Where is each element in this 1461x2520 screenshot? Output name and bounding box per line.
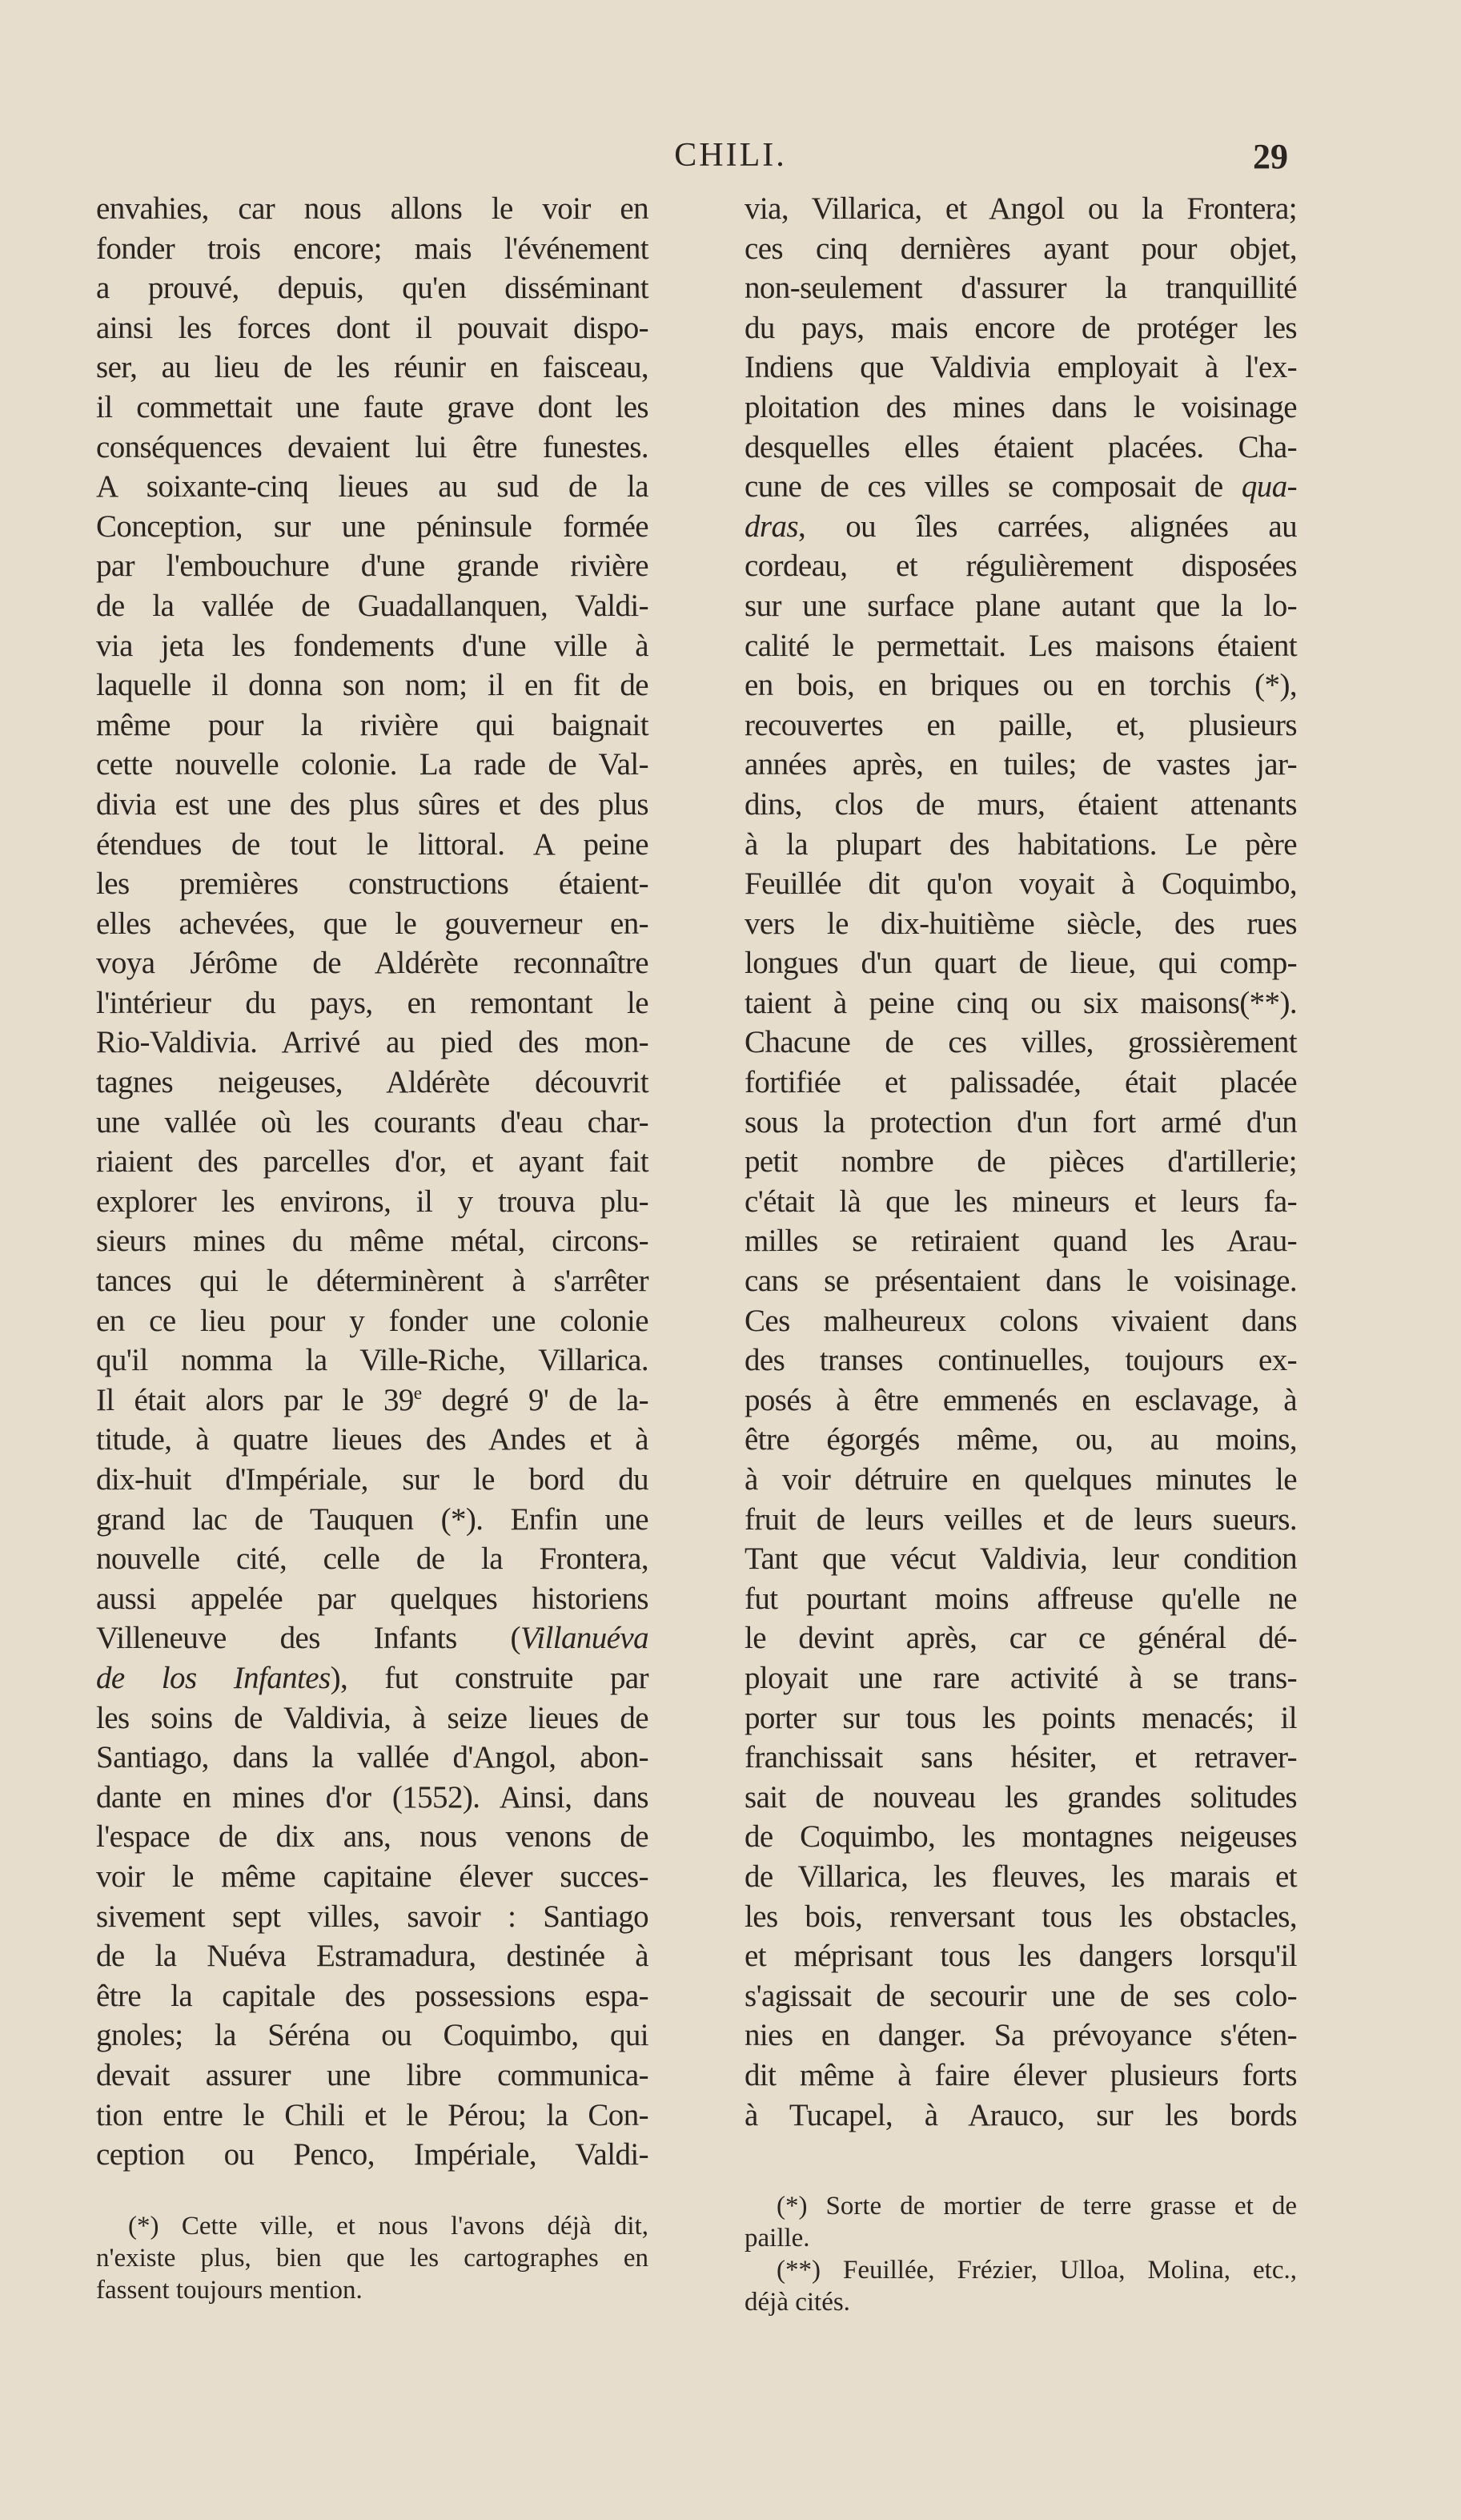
- text-line: milles se retiraient quand les Arau-: [745, 1224, 1297, 1259]
- text-line: c'était là que les mineurs et leurs fa-: [745, 1184, 1297, 1219]
- text-line: sait de nouveau les grandes solitudes: [745, 1779, 1297, 1815]
- text-line: de Villarica, les fleuves, les marais et: [745, 1859, 1297, 1894]
- running-header-title: CHILI.: [674, 137, 787, 174]
- text-line: porter sur tous les points menacés; il: [745, 1700, 1297, 1735]
- footnote-line: (*) Sorte de mortier de terre grasse et de: [777, 2192, 1297, 2221]
- text-line: explorer les environs, il y trouva plu-: [96, 1184, 648, 1219]
- right-footnotes: [745, 2190, 1297, 2318]
- text-line: posés à être emmenés en esclavage, à: [745, 1382, 1297, 1417]
- text-line: non-seulement d'assurer la tranquillité: [745, 271, 1297, 306]
- footnote-line: n'existe plus, bien que les cartographes en: [96, 2244, 648, 2273]
- text-line: voya Jérôme de Aldérète reconnaître: [96, 946, 648, 981]
- text-line: dit même à faire élever plusieurs forts: [745, 2057, 1297, 2092]
- italic-text: Villanuéva: [520, 1621, 648, 1656]
- text-line: Santiago, dans la vallée d'Angol, abon-: [96, 1740, 648, 1775]
- text-line: ainsi les forces dont il pouvait dispo-: [96, 310, 648, 345]
- text-line: envahies, car nous allons le voir en: [96, 191, 648, 226]
- text-segment: Il était alors par le 39: [96, 1382, 414, 1417]
- text-line: titude, à quatre lieues des Andes et à: [96, 1422, 648, 1457]
- text-line: [745, 467, 1297, 507]
- left-text-column: [96, 189, 648, 2175]
- text-line: à voir détruire en quelques minutes le: [745, 1462, 1297, 1497]
- text-line: Conception, sur une péninsule formée: [96, 508, 648, 544]
- text-line: conséquences devaient lui être funestes.: [96, 429, 648, 464]
- text-line: être égorgés même, ou, au moins,: [745, 1422, 1297, 1457]
- text-segment: Villeneuve des Infants (: [96, 1621, 520, 1656]
- text-line: Indiens que Valdivia employait à l'ex-: [745, 350, 1297, 385]
- text-segment: , ou îles carrées, alignées au: [797, 508, 1297, 544]
- text-line: à la plupart des habitations. Le père: [745, 826, 1297, 862]
- text-line: ployait une rare activité à se trans-: [745, 1660, 1297, 1695]
- text-line: l'intérieur du pays, en remontant le: [96, 985, 648, 1020]
- footnote-line: paille.: [745, 2224, 810, 2253]
- text-line: de Coquimbo, les montagnes neigeuses: [745, 1819, 1297, 1855]
- right-text-column: [745, 189, 1297, 2135]
- text-line: ser, au lieu de les réunir en faisceau,: [96, 350, 648, 385]
- text-line: années après, en tuiles; de vastes jar-: [745, 747, 1297, 782]
- text-line: l'espace de dix ans, nous venons de: [96, 1819, 648, 1855]
- text-line: voir le même capitaine élever succes-: [96, 1859, 648, 1894]
- text-line: calité le permettait. Les maisons étaient: [745, 628, 1297, 663]
- text-line: ces cinq dernières ayant pour objet,: [745, 231, 1297, 266]
- text-line: elles achevées, que le gouverneur en-: [96, 906, 648, 941]
- text-line: tagnes neigeuses, Aldérète découvrit: [96, 1065, 648, 1100]
- text-segment: cune de ces villes se composait de: [745, 469, 1242, 504]
- italic-text: qua-: [1241, 469, 1297, 504]
- text-line: via jeta les fondements d'une ville à: [96, 628, 648, 663]
- text-line: s'agissait de secourir une de ses colo-: [745, 1978, 1297, 2013]
- text-line: en bois, en briques ou en torchis (*),: [745, 668, 1297, 703]
- text-line: via, Villarica, et Angol ou la Frontera;: [745, 191, 1297, 226]
- text-line: [96, 1658, 648, 1698]
- text-line: [96, 1381, 648, 1421]
- text-line: de la Nuéva Estramadura, destinée à: [96, 1939, 648, 1974]
- text-line: sur une surface plane autant que la lo-: [745, 588, 1297, 623]
- text-line: fonder trois encore; mais l'événement: [96, 231, 648, 266]
- text-line: il commettait une faute grave dont les: [96, 389, 648, 424]
- text-line: ploitation des mines dans le voisinage: [745, 389, 1297, 424]
- text-line: sieurs mines du même métal, circons-: [96, 1224, 648, 1259]
- text-line: tances qui le déterminèrent à s'arrêter: [96, 1264, 648, 1299]
- text-line: du pays, mais encore de protéger les: [745, 310, 1297, 345]
- footnote-line: déjà cités.: [745, 2288, 850, 2317]
- text-line: même pour la rivière qui baignait: [96, 707, 648, 742]
- footnote-line: (**) Feuillée, Frézier, Ulloa, Molina, etc.,: [777, 2256, 1297, 2285]
- text-line: être la capitale des possessions espa-: [96, 1978, 648, 2013]
- text-line: Feuillée dit qu'on voyait à Coquimbo,: [745, 866, 1297, 902]
- text-line: Tant que vécut Valdivia, leur condition: [745, 1541, 1297, 1577]
- left-footnotes: [96, 2210, 648, 2306]
- text-line: qu'il nomma la Ville-Riche, Villarica.: [96, 1343, 648, 1378]
- text-line: vers le dix-huitième siècle, des rues: [745, 906, 1297, 941]
- text-line: à Tucapel, à Arauco, sur les bords: [745, 2097, 1297, 2132]
- text-line: ception ou Penco, Impériale, Valdi-: [96, 2137, 648, 2172]
- text-line: les soins de Valdivia, à seize lieues de: [96, 1700, 648, 1735]
- text-line: Chacune de ces villes, grossièrement: [745, 1025, 1297, 1060]
- italic-text: dras: [745, 508, 798, 544]
- text-line: en ce lieu pour y fonder une colonie: [96, 1303, 648, 1338]
- text-line: les bois, renversant tous les obstacles,: [745, 1899, 1297, 1934]
- text-line: nouvelle cité, celle de la Frontera,: [96, 1541, 648, 1577]
- text-line: laquelle il donna son nom; il en fit de: [96, 668, 648, 703]
- text-line: fut pourtant moins affreuse qu'elle ne: [745, 1581, 1297, 1616]
- text-line: divia est une des plus sûres et des plus: [96, 786, 648, 822]
- text-line: [96, 1618, 648, 1658]
- text-line: A soixante-cinq lieues au sud de la: [96, 469, 648, 504]
- text-line: par l'embouchure d'une grande rivière: [96, 549, 648, 584]
- text-line: cans se présentaient dans le voisinage.: [745, 1264, 1297, 1299]
- text-line: franchissait sans hésiter, et retraver-: [745, 1740, 1297, 1775]
- text-line: tion entre le Chili et le Pérou; la Con-: [96, 2097, 648, 2132]
- text-line: et méprisant tous les dangers lorsqu'il: [745, 1939, 1297, 1974]
- italic-text: de los Infantes: [96, 1660, 331, 1695]
- text-segment: ), fut construite par: [330, 1660, 648, 1695]
- text-line: riaient des parcelles d'or, et ayant fait: [96, 1144, 648, 1180]
- text-line: petit nombre de pièces d'artillerie;: [745, 1144, 1297, 1180]
- text-line: dante en mines d'or (1552). Ainsi, dans: [96, 1779, 648, 1815]
- text-line: le devint après, car ce général dé-: [745, 1621, 1297, 1656]
- superscript: e: [413, 1382, 422, 1404]
- text-line: les premières constructions étaient-: [96, 866, 648, 902]
- text-line: grand lac de Tauquen (*). Enfin une: [96, 1501, 648, 1537]
- text-line: [745, 507, 1297, 547]
- text-line: a prouvé, depuis, qu'en disséminant: [96, 271, 648, 306]
- text-line: une vallée où les courants d'eau char-: [96, 1104, 648, 1139]
- page-number: 29: [1253, 137, 1288, 176]
- text-line: fruit de leurs veilles et de leurs sueurs.: [745, 1501, 1297, 1537]
- text-line: sivement sept villes, savoir : Santiago: [96, 1899, 648, 1934]
- text-line: taient à peine cinq ou six maisons(**).: [745, 985, 1297, 1020]
- text-line: dins, clos de murs, étaient attenants: [745, 786, 1297, 822]
- text-line: cordeau, et régulièrement disposées: [745, 549, 1297, 584]
- text-line: gnoles; la Séréna ou Coquimbo, qui: [96, 2018, 648, 2053]
- text-line: Rio-Valdivia. Arrivé au pied des mon-: [96, 1025, 648, 1060]
- text-line: sous la protection d'un fort armé d'un: [745, 1104, 1297, 1139]
- text-line: des transes continuelles, toujours ex-: [745, 1343, 1297, 1378]
- text-line: devait assurer une libre communica-: [96, 2057, 648, 2092]
- text-line: longues d'un quart de lieue, qui comp-: [745, 946, 1297, 981]
- text-line: aussi appelée par quelques historiens: [96, 1581, 648, 1616]
- text-line: fortifiée et palissadée, était placée: [745, 1065, 1297, 1100]
- text-line: dix-huit d'Impériale, sur le bord du: [96, 1462, 648, 1497]
- text-line: de la vallée de Guadallanquen, Valdi-: [96, 588, 648, 623]
- text-line: recouvertes en paille, et, plusieurs: [745, 707, 1297, 742]
- text-line: Ces malheureux colons vivaient dans: [745, 1303, 1297, 1338]
- text-line: cette nouvelle colonie. La rade de Val-: [96, 747, 648, 782]
- footnote-line: (*) Cette ville, et nous l'avons déjà dit,: [128, 2212, 648, 2241]
- text-line: étendues de tout le littoral. A peine: [96, 826, 648, 862]
- text-segment: degré 9' de la-: [421, 1382, 648, 1417]
- text-line: nies en danger. Sa prévoyance s'éten-: [745, 2018, 1297, 2053]
- text-line: desquelles elles étaient placées. Cha-: [745, 429, 1297, 464]
- footnote-line: fassent toujours mention.: [96, 2276, 363, 2305]
